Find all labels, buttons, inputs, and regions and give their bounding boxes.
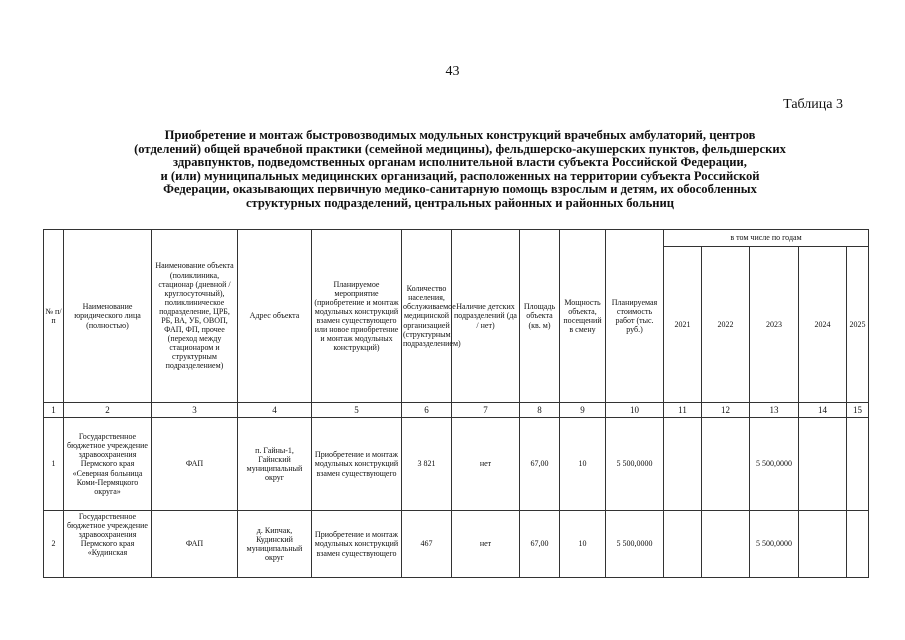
title-line: структурных подразделений, центральных районных и районных больниц (245, 195, 675, 210)
column-number: 3 (152, 403, 238, 418)
cell-num: 1 (44, 418, 64, 511)
column-number: 8 (520, 403, 560, 418)
data-table (43, 229, 869, 578)
column-number: 12 (702, 403, 750, 418)
cell-legal-name: Государственное бюджетное учреждение здравоохранения Пермского края «Кудинская (64, 511, 152, 578)
title-line: Приобретение и монтаж быстровозводимых модульных конструкций врачебных амбулаторий, центров (164, 128, 756, 142)
cell-year-2024 (799, 511, 847, 578)
column-number: 9 (560, 403, 606, 418)
header-legal-name: Наименование юридического лица (полностью) (64, 230, 152, 403)
cell-planned-cost: 5 500,0000 (606, 511, 664, 578)
column-number: 14 (799, 403, 847, 418)
page-number: 43 (445, 64, 460, 79)
cell-address: п. Гайны-1, Гайнский муниципальный округ (238, 418, 312, 511)
header-year-2025: 2025 (847, 247, 869, 403)
header-num: № п/п (44, 230, 64, 403)
cell-address: д. Кипчак, Кудинский муниципальный округ (238, 511, 312, 578)
cell-planned-measure: Приобретение и монтаж модульных конструкций взамен существующего (312, 418, 402, 511)
cell-capacity: 10 (560, 511, 606, 578)
column-number: 1 (44, 403, 64, 418)
table-row (44, 418, 869, 511)
cell-children: нет (452, 511, 520, 578)
document-title (60, 129, 860, 211)
column-number: 5 (312, 403, 402, 418)
cell-num: 2 (44, 511, 64, 578)
header-planned-cost: Планируемая стоимость работ (тыс. руб.) (606, 230, 664, 403)
header-year-2022: 2022 (702, 247, 750, 403)
cell-object-name: ФАП (152, 511, 238, 578)
header-capacity: Мощность объекта, посещений в смену (560, 230, 606, 403)
cell-year-2025 (847, 511, 869, 578)
column-number: 15 (847, 403, 869, 418)
cell-year-2023: 5 500,0000 (750, 418, 799, 511)
title-line: (отделений) общей врачебной практики (семейной медицины), фельдшерско-акушерских пунктов, фельдшерских (134, 141, 786, 156)
cell-year-2022 (702, 418, 750, 511)
column-number: 2 (64, 403, 152, 418)
column-number: 4 (238, 403, 312, 418)
cell-area: 67,00 (520, 511, 560, 578)
table-label: Таблица 3 (783, 97, 843, 112)
header-address: Адрес объекта (238, 230, 312, 403)
cell-object-name: ФАП (152, 418, 238, 511)
cell-planned-cost: 5 500,0000 (606, 418, 664, 511)
cell-year-2024 (799, 418, 847, 511)
cell-children: нет (452, 418, 520, 511)
cell-population: 467 (402, 511, 452, 578)
header-years-group: в том числе по годам (664, 230, 869, 247)
header-year-2024: 2024 (799, 247, 847, 403)
header-object-name: Наименование объекта (поликлиника, стационар (дневной / круглосуточный), поликлиническое подразделение, ЦРБ, РБ, ВА, УБ, ОВОП, ФАП, ФП, прочее (переход между стационаром и структурным подразделением) (152, 230, 238, 403)
header-population: Количество населения, обслуживаемое медицинской организацией (структурным подразделением) (402, 230, 452, 403)
cell-year-2021 (664, 418, 702, 511)
header-year-2023: 2023 (750, 247, 799, 403)
cell-area: 67,00 (520, 418, 560, 511)
cell-planned-measure: Приобретение и монтаж модульных конструкций взамен существующего (312, 511, 402, 578)
column-number: 11 (664, 403, 702, 418)
title-line: Федерации, оказывающих первичную медико-санитарную помощь взрослым и детям, их обособленных (163, 182, 757, 197)
cell-legal-name: Государственное бюджетное учреждение здравоохранения Пермского края «Северная больница Коми-Пермяцкого округа» (64, 418, 152, 511)
cell-year-2022 (702, 511, 750, 578)
cell-year-2021 (664, 511, 702, 578)
header-year-2021: 2021 (664, 247, 702, 403)
header-planned-measure: Планируемое мероприятие (приобретение и монтаж модульных конструкций взамен существующего или новое приобретение и монтаж модульных конструкций) (312, 230, 402, 403)
cell-year-2023: 5 500,0000 (750, 511, 799, 578)
title-line: и (или) муниципальных медицинских организаций, расположенных на территории субъекта Российской (160, 168, 760, 183)
cell-capacity: 10 (560, 418, 606, 511)
column-number: 6 (402, 403, 452, 418)
column-number: 10 (606, 403, 664, 418)
cell-year-2025 (847, 418, 869, 511)
table-row (44, 511, 869, 578)
title-line: здравпунктов, подведомственных органам исполнительной власти субъекта Российской Федерации, (173, 155, 747, 170)
column-number: 13 (750, 403, 799, 418)
header-area: Площадь объекта (кв. м) (520, 230, 560, 403)
header-children: Наличие детских подразделений (да / нет) (452, 230, 520, 403)
column-number: 7 (452, 403, 520, 418)
cell-population: 3 821 (402, 418, 452, 511)
